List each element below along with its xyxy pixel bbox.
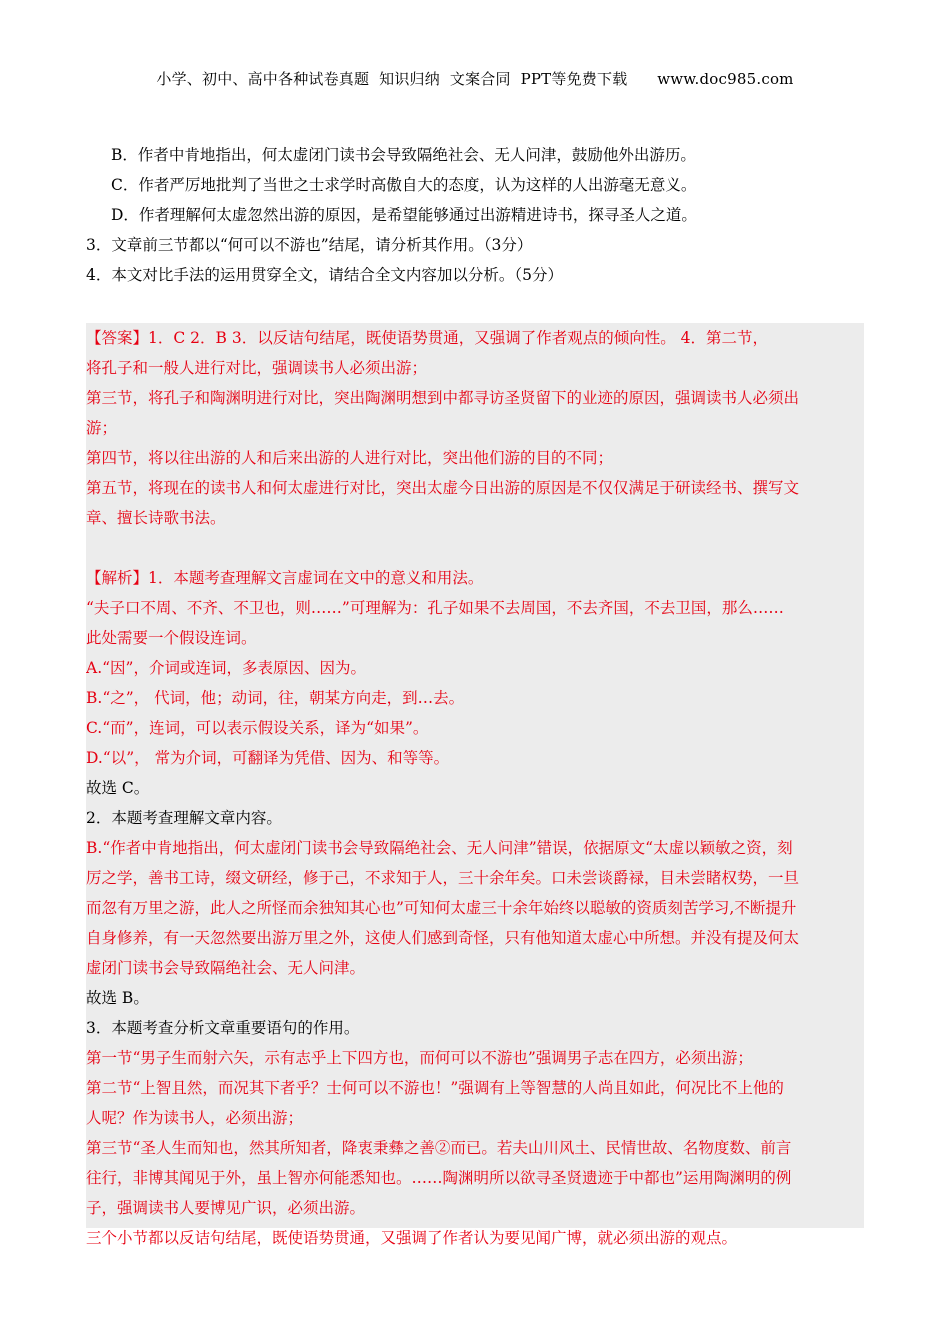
analysis-line: 虚闭门读书会导致隔绝社会、无人问津。 xyxy=(86,959,366,977)
answer-line: 第五节，将现在的读书人和何太虚进行对比，突出太虚今日出游的原因是不仅仅满足于研读经书、撰写文 xyxy=(86,479,800,497)
analysis-line: 2．本题考查理解文章内容。 xyxy=(86,809,282,827)
analysis-line: 往行，非博其闻见于外，虽上智亦何能悉知也。……陶渊明所以欲寻圣贤遗迹于中都也”运用陶渊明的例 xyxy=(86,1169,792,1187)
answer-line: 第四节，将以往出游的人和后来出游的人进行对比，突出他们游的目的不同； xyxy=(86,449,614,467)
question-list xyxy=(86,140,866,290)
answer-line: 将孔子和一般人进行对比，强调读书人必须出游； xyxy=(86,359,428,377)
answer-line: 章、擅长诗歌书法。 xyxy=(86,509,226,527)
analysis-line: “夫子口不周、不齐、不卫也，则……”可理解为：孔子如果不去周国，不去齐国，不去卫国，那么…… xyxy=(86,599,784,617)
answer-section xyxy=(86,323,864,1253)
option-b: B．作者中肯地指出，何太虚闭门读书会导致隔绝社会、无人问津，鼓励他外出游历。 xyxy=(111,146,696,164)
answer-line: 【答案】1．C 2．B 3．以反诘句结尾，既使语势贯通，又强调了作者观点的倾向性。 4．第二节， xyxy=(86,329,768,347)
analysis-line: 厉之学，善书工诗，缀文研经，修于己，不求知于人，三十余年矣。口未尝谈爵禄，目未尝睹权势，一旦 xyxy=(86,869,800,887)
question-4: 4．本文对比手法的运用贯穿全文，请结合全文内容加以分析。（5分） xyxy=(86,266,563,284)
analysis-line: A.“因”，介词或连词，多表原因、因为。 xyxy=(86,659,366,677)
analysis-line: C.“而”，连词，可以表示假设关系，译为“如果”。 xyxy=(86,719,429,737)
analysis-line: 第三节“圣人生而知也，然其所知者，降衷秉彝之善②而已。若夫山川风土、民情世故、名物度数、前言 xyxy=(86,1139,792,1157)
analysis-line: 子，强调读书人要博见广识，必须出游。 xyxy=(86,1199,366,1217)
analysis-line: 故选 C。 xyxy=(86,779,150,797)
answer-line: 游； xyxy=(86,419,118,437)
analysis-line: 三个小节都以反诘句结尾，既使语势贯通，又强调了作者认为要见闻广博，就必须出游的观点。 xyxy=(86,1229,738,1247)
analysis-line: B.“作者中肯地指出，何太虚闭门读书会导致隔绝社会、无人问津”错误，依据原文“太虚以颖敏之资，刻 xyxy=(86,839,793,857)
page-header: 小学、初中、高中各种试卷真题 知识归纳 文案合同 PPT等免费下载 www.doc985.com xyxy=(156,70,794,88)
answer-line: 第三节，将孔子和陶渊明进行对比，突出陶渊明想到中都寻访圣贤留下的业迹的原因，强调读书人必须出 xyxy=(86,389,800,407)
analysis-line: 故选 B。 xyxy=(86,989,149,1007)
analysis-line: 自身修养，有一天忽然要出游万里之外，这使人们感到奇怪，只有他知道太虚心中所想。并没有提及何太 xyxy=(86,929,800,947)
analysis-line: 人呢？作为读书人，必须出游； xyxy=(86,1109,304,1127)
analysis-line: 此处需要一个假设连词。 xyxy=(86,629,257,647)
analysis-line: 第一节“男子生而射六矢，示有志乎上下四方也，而何可以不游也”强调男子志在四方，必须出游； xyxy=(86,1049,753,1067)
analysis-line: 第二节“上智且然，而况其下者乎？士何可以不游也！”强调有上等智慧的人尚且如此，何况比不上他的 xyxy=(86,1079,784,1097)
analysis-line: 而忽有万里之游，此人之所怪而余独知其心也”可知何太虚三十余年始终以聪敏的资质刻苦学习,不断提升 xyxy=(86,899,797,917)
option-d: D．作者理解何太虚忽然出游的原因，是希望能够通过出游精进诗书，探寻圣人之道。 xyxy=(111,206,697,224)
question-3: 3．文章前三节都以“何可以不游也”结尾，请分析其作用。（3分） xyxy=(86,236,533,254)
analysis-line: B.“之”， 代词，他；动词，往，朝某方向走，到…去。 xyxy=(86,689,465,707)
analysis-line: 【解析】1．本题考查理解文言虚词在文中的意义和用法。 xyxy=(86,569,484,587)
blank-line xyxy=(86,533,864,563)
analysis-line: 3．本题考查分析文章重要语句的作用。 xyxy=(86,1019,360,1037)
option-c: C．作者严厉地批判了当世之士求学时高傲自大的态度，认为这样的人出游毫无意义。 xyxy=(111,176,697,194)
analysis-line: D.“以”， 常为介词，可翻译为凭借、因为、和等等。 xyxy=(86,749,450,767)
